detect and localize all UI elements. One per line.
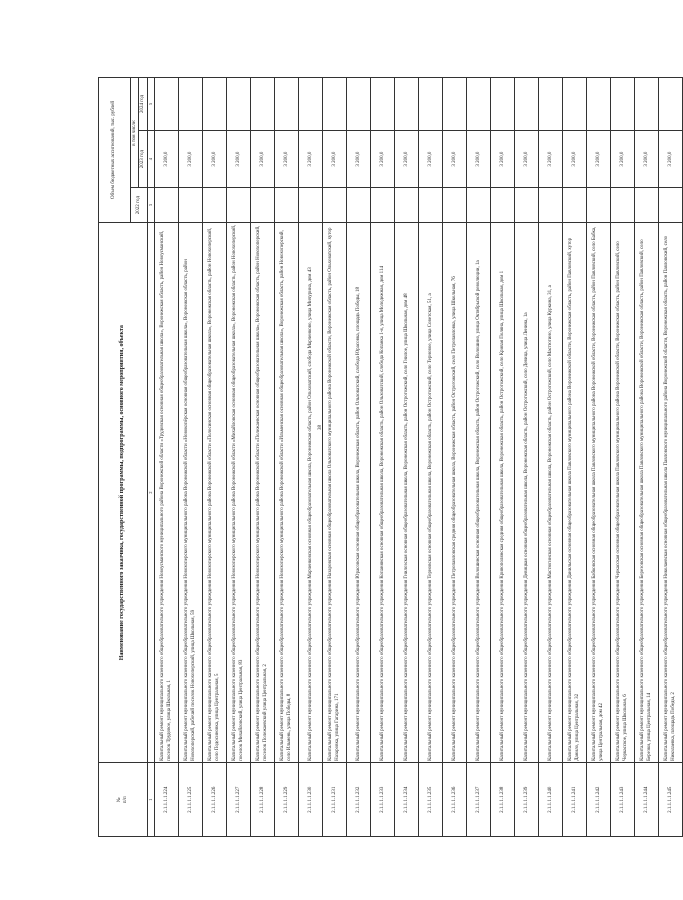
object-name: Капитальный ремонт муниципального казенного общеобразовательного учреждения Волошинская основная общеобразовательная школа, Воронежская область, район Острогожский, село Волошино, улица Октябрьской революции, 1а [467, 222, 491, 763]
header-2022: 2022 год [131, 188, 148, 223]
value-2024 [203, 78, 227, 131]
value-2023: 3 200,0 [323, 130, 347, 188]
row-number: 2.1.1.1.1.234 [395, 763, 419, 837]
table-row [491, 78, 515, 837]
value-2024 [563, 78, 587, 131]
value-2023: 3 200,0 [299, 130, 323, 188]
row-number: 2.1.1.1.1.224 [155, 763, 179, 837]
table-row [275, 78, 299, 837]
object-name: Капитальный ремонт муниципального казенного общеобразовательного учреждения Девицкая основная общеобразовательная школа, Воронежская область, район Острогожский, село Девица, улица Ленина, 1а [515, 222, 539, 763]
value-2024 [659, 78, 683, 131]
value-2023: 3 200,0 [443, 130, 467, 188]
value-2023: 3 200,0 [563, 130, 587, 188]
column-number: 1 [147, 763, 155, 837]
object-name: Капитальный ремонт муниципального казенного общеобразовательного учреждения Данильская основная общеобразовательная школа Павловского муниципального района Воронежской области, Воронежская область, район Павловский, хутор Данило, улица Центральная, 32 [563, 222, 587, 763]
value-2023: 3 200,0 [203, 130, 227, 188]
row-number: 2.1.1.1.1.225 [179, 763, 203, 837]
header-2023: 2023 год [139, 130, 147, 188]
table-row [155, 78, 179, 837]
table-row [467, 78, 491, 837]
value-2023: 3 200,0 [611, 130, 635, 188]
value-2023: 3 200,0 [179, 130, 203, 188]
value-2024 [275, 78, 299, 131]
object-name: Капитальный ремонт муниципального казенного общеобразовательного учреждения Березовская основная общеобразовательная школа Павловского муниципального района Воронежской области, Воронежская область, район Павловский, село Березки, улица Центральная, 14 [635, 222, 659, 763]
value-2022 [251, 188, 275, 223]
object-name: Капитальный ремонт муниципального казенного общеобразовательного учреждения Новохоперского муниципального района Воронежской области «Полежаевская основная общеобразовательная школа», Воронежская область, район Новохоперский, поселок Полежаевский улица Центральная, 2 [251, 222, 275, 763]
row-number: 2.1.1.1.1.236 [443, 763, 467, 837]
object-name: Капитальный ремонт муниципального казенного общеобразовательного учреждения Новоусманского муниципального района Воронежской области «Трудовская основная общеобразовательная школа», Воронежская область, район Новоусманский, поселок Трудовое, улица Школьная, 1 [155, 222, 179, 763]
header-name: Наименование государственного заказчика, государственной программы, подпрограммы, основного мероприятия, объекта [99, 222, 148, 763]
table-row [203, 78, 227, 837]
table-row [539, 78, 563, 837]
table-row [179, 78, 203, 837]
value-2023: 3 200,0 [659, 130, 683, 188]
value-2022 [203, 188, 227, 223]
object-name: Капитальный ремонт муниципального казенного общеобразовательного учреждения Николаевская основная общеобразовательная школа Павловского муниципального района Воронежской области, Воронежская область, район Павловский, село Николаевка, площадь Победы, 2 [659, 222, 683, 763]
value-2024 [419, 78, 443, 131]
value-2022 [275, 188, 299, 223]
table-row [371, 78, 395, 837]
object-name: Капитальный ремонт муниципального казенного общеобразовательного учреждения Новохоперского муниципального района Воронежской области «Михайловская основная общеобразовательная школа», Воронежская область, район Новохоперский, поселок Михайловский, улица Центральная, 83 [227, 222, 251, 763]
object-name: Капитальный ремонт муниципального казенного общеобразовательного учреждения Копанянская основная общеобразовательная школа, Воронежская область, район Ольховатский, слобода Копанка 1-я, улица Молодежная, дом 114 [371, 222, 395, 763]
header-budget: Объем бюджетных ассигнований, тыс. рублей [99, 78, 131, 223]
column-numbers-row [147, 78, 155, 837]
table-row [347, 78, 371, 837]
page-number: 38 [318, 425, 323, 430]
value-2022 [179, 188, 203, 223]
value-2023: 3 200,0 [491, 130, 515, 188]
table-row [227, 78, 251, 837]
value-2023: 3 200,0 [419, 130, 443, 188]
object-name: Капитальный ремонт муниципального казенного общеобразовательного учреждения Терновская основная общеобразовательная школа, Воронежская область, район Острогожский, село Терновое, улица Советская, 51, а [419, 222, 443, 763]
value-2024 [299, 78, 323, 131]
row-number: 2.1.1.1.1.229 [275, 763, 299, 837]
value-2023: 3 200,0 [275, 130, 299, 188]
object-name: Капитальный ремонт муниципального казенного общеобразовательного учреждения Марченковская основная общеобразовательная школа, Воронежская область, район Ольховатский, слобода Марченково, улица Мичурина, дом 43 [299, 222, 323, 763]
table-row [563, 78, 587, 837]
value-2022 [323, 188, 347, 223]
row-number: 2.1.1.1.1.231 [323, 763, 347, 837]
column-number: 5 [147, 78, 155, 131]
row-number: 2.1.1.1.1.244 [635, 763, 659, 837]
value-2024 [347, 78, 371, 131]
value-2023: 3 200,0 [395, 130, 419, 188]
object-name: Капитальный ремонт муниципального казенного общеобразовательного учреждения Новохоперского муниципального района Воронежской области «Ильменская основная общеобразовательная школа», Воронежская область, район Новохоперский, село Ильмень, улица Победы, 8 [275, 222, 299, 763]
table-row [587, 78, 611, 837]
value-2023: 3 200,0 [155, 130, 179, 188]
table-row [299, 78, 323, 837]
value-2022 [227, 188, 251, 223]
value-2022 [347, 188, 371, 223]
value-2024 [251, 78, 275, 131]
object-name: Капитальный ремонт муниципального казенного общеобразовательного учреждения Кривополянская средняя общеобразовательная школа, Воронежская область, район Острогожский, село Кривая Поляна, улица Школьная, дом 1 [491, 222, 515, 763]
value-2024 [635, 78, 659, 131]
table-row [395, 78, 419, 837]
value-2022 [155, 188, 179, 223]
value-2022 [491, 188, 515, 223]
value-2023: 3 200,0 [587, 130, 611, 188]
table-row [611, 78, 635, 837]
row-number: 2.1.1.1.1.245 [659, 763, 683, 837]
value-2022 [443, 188, 467, 223]
value-2024 [395, 78, 419, 131]
value-2022 [563, 188, 587, 223]
table-row [443, 78, 467, 837]
table-row [515, 78, 539, 837]
row-number: 2.1.1.1.1.239 [515, 763, 539, 837]
object-name: Капитальный ремонт муниципального казенного общеобразовательного учреждения Петропавловская средняя общеобразовательная школа, Воронежская область, район Острогожский, село Петропавловка, улица Школьная, 76 [443, 222, 467, 763]
row-number: 2.1.1.1.1.235 [419, 763, 443, 837]
value-2024 [611, 78, 635, 131]
value-2022 [371, 188, 395, 223]
value-2022 [587, 188, 611, 223]
row-number: 2.1.1.1.1.230 [299, 763, 323, 837]
value-2024 [155, 78, 179, 131]
column-number: 4 [147, 130, 155, 188]
row-number: 2.1.1.1.1.240 [539, 763, 563, 837]
row-number: 2.1.1.1.1.227 [227, 763, 251, 837]
value-2023: 3 200,0 [539, 130, 563, 188]
row-number: 2.1.1.1.1.238 [491, 763, 515, 837]
budget-table [98, 77, 683, 837]
value-2022 [419, 188, 443, 223]
value-2022 [659, 188, 683, 223]
table-row [419, 78, 443, 837]
header-including: в том числе: [131, 78, 139, 188]
row-number: 2.1.1.1.1.242 [587, 763, 611, 837]
row-number: 2.1.1.1.1.226 [203, 763, 227, 837]
value-2022 [515, 188, 539, 223]
value-2024 [491, 78, 515, 131]
object-name: Капитальный ремонт муниципального казенного общеобразовательного учреждения Бабковская основная общеобразовательная школа Павловского муниципального района Воронежской области, Воронежская область, район Павловский, село Бабка, улица Центральная, дом 42 [587, 222, 611, 763]
rotated-table-page [98, 77, 676, 837]
object-name: Капитальный ремонт муниципального казенного общеобразовательного учреждения Назаровская основная общеобразовательная школа Ольховатского муниципального района Воронежской области, Воронежская область, район Ольховатский, хутор Назаровка, улица Гагарина, 171 [323, 222, 347, 763]
value-2024 [587, 78, 611, 131]
table-body [155, 78, 683, 837]
table-row [635, 78, 659, 837]
value-2024 [227, 78, 251, 131]
value-2024 [515, 78, 539, 131]
object-name: Капитальный ремонт муниципального казенного общеобразовательного учреждения Новохоперского муниципального района Воронежской области «Новокопёрская основная общеобразовательная школа», Воронежская область, район Новохоперский, рабочий поселок Новохоперский, улица Школьная, 59 [179, 222, 203, 763]
value-2022 [611, 188, 635, 223]
row-number: 2.1.1.1.1.233 [371, 763, 395, 837]
object-name: Капитальный ремонт муниципального казенного общеобразовательного учреждения Новохоперского муниципального района Воронежской области «Полосинская основная общеобразовательная школа», Воронежская область, район Новохоперский, село Подосиновка, улица Центральная, 5 [203, 222, 227, 763]
value-2023: 3 200,0 [347, 130, 371, 188]
value-2023: 3 200,0 [467, 130, 491, 188]
object-name: Капитальный ремонт муниципального казенного общеобразовательного учреждения Мастюгинская основная общеобразовательная школа, Воронежская область, район Острогожский, село Мастюгино, улица Куркина, 31, а [539, 222, 563, 763]
value-2023: 3 200,0 [227, 130, 251, 188]
object-name: Капитальный ремонт муниципального казенного общеобразовательного учреждения Черкасская основная общеобразовательная школа Павловского муниципального района Воронежской области, Воронежская область, район Павловский, село Черкасское, улица Школьная, 6 [611, 222, 635, 763]
header-2024: 2024 год [139, 78, 147, 131]
table-row [251, 78, 275, 837]
column-number: 2 [147, 222, 155, 763]
value-2022 [299, 188, 323, 223]
object-name: Капитальный ремонт муниципального казенного общеобразовательного учреждения Юрасовская основная общеобразовательная школа, Воронежская область, район Ольховатский, слобода Юрасовка, площадь Победы, 18 [347, 222, 371, 763]
value-2024 [371, 78, 395, 131]
table-row [323, 78, 347, 837]
row-number: 2.1.1.1.1.241 [563, 763, 587, 837]
row-number: 2.1.1.1.1.228 [251, 763, 275, 837]
value-2022 [467, 188, 491, 223]
value-2022 [635, 188, 659, 223]
value-2024 [467, 78, 491, 131]
header-number: № п/п [99, 763, 148, 837]
object-name: Капитальный ремонт муниципального казенного общеобразовательного учреждения Гнилозская основная общеобразовательная школа, Воронежская область, район Острогожский, село Гнилое, улица Школьная, дом 48 [395, 222, 419, 763]
row-number: 2.1.1.1.1.237 [467, 763, 491, 837]
value-2024 [443, 78, 467, 131]
value-2022 [539, 188, 563, 223]
value-2023: 3 200,0 [515, 130, 539, 188]
value-2023: 3 200,0 [635, 130, 659, 188]
value-2024 [323, 78, 347, 131]
value-2023: 3 200,0 [371, 130, 395, 188]
row-number: 2.1.1.1.1.243 [611, 763, 635, 837]
value-2024 [179, 78, 203, 131]
value-2023: 3 200,0 [251, 130, 275, 188]
value-2024 [539, 78, 563, 131]
row-number: 2.1.1.1.1.232 [347, 763, 371, 837]
column-number: 3 [147, 188, 155, 223]
value-2022 [395, 188, 419, 223]
table-row [659, 78, 683, 837]
